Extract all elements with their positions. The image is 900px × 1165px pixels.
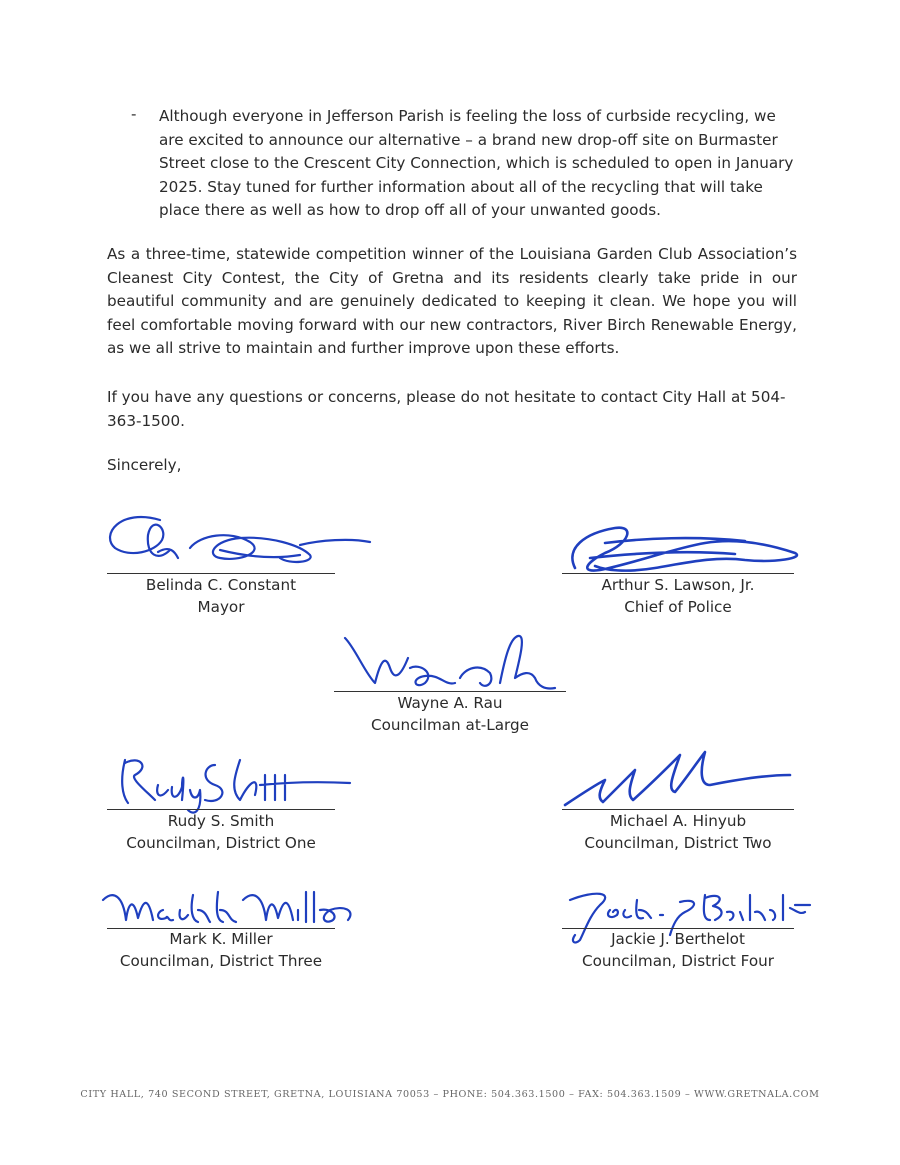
signatory-mayor bbox=[105, 575, 337, 618]
signatory-title: Councilman at-Large bbox=[371, 715, 529, 734]
signatory-title: Councilman, District Three bbox=[119, 951, 323, 970]
signatory-name: Rudy S. Smith bbox=[167, 812, 275, 830]
signatory-name: Wayne A. Rau bbox=[397, 694, 503, 712]
signatory-title: Councilman, District Two bbox=[584, 833, 772, 852]
signatory-at-large bbox=[334, 693, 566, 736]
signatory-title: Mayor bbox=[197, 597, 245, 616]
signature-rau bbox=[340, 628, 570, 698]
signature-line bbox=[107, 809, 335, 810]
signatory-title: Councilman, District Four bbox=[581, 951, 775, 970]
signatory-name: Arthur S. Lawson, Jr. bbox=[601, 576, 755, 594]
signature-line bbox=[562, 809, 794, 810]
signatory-district-four bbox=[562, 929, 794, 972]
signatory-title: Councilman, District One bbox=[126, 833, 316, 852]
letterhead-footer: CITY HALL, 740 SECOND STREET, GRETNA, LOUISIANA 70053 – PHONE: 504.363.1500 – FAX: 504.363.1509 – WWW.GRETNALA.COM bbox=[80, 1089, 820, 1100]
signature-constant bbox=[100, 500, 380, 580]
signatory-name: Jackie J. Berthelot bbox=[611, 930, 745, 948]
signatory-district-two bbox=[562, 811, 794, 854]
signatory-name: Belinda C. Constant bbox=[145, 576, 297, 594]
bullet-item bbox=[131, 105, 799, 223]
signature-line bbox=[334, 691, 566, 692]
bullet-marker: - bbox=[131, 105, 137, 123]
body-paragraph: As a three-time, statewide competition winner of the Louisiana Garden Club Association’s Cleanest City Contest, the City of Gretna and its residents clearly take pride in our beautiful community and are genuinely dedicated to keeping it clean. We hope you will feel comfortable moving forward with our new contractors, River Birch Renewable Energy, as we all strive to maintain and further improve upon these efforts. bbox=[107, 245, 797, 357]
signatory-district-three bbox=[105, 929, 337, 972]
contact-paragraph: If you have any questions or concerns, please do not hesitate to contact City Hall at 504-363-1500. bbox=[107, 388, 786, 430]
bullet-text: Although everyone in Jefferson Parish is feeling the loss of curbside recycling, we are excited to announce our alternative – a brand new drop-off site on Burmaster Street close to the Crescent City Connection, which is scheduled to open in January 2025. Stay tuned for further information about all of the recycling that will take place there as well as how to drop off all of your unwanted goods. bbox=[159, 107, 794, 219]
signatory-title: Chief of Police bbox=[624, 597, 732, 616]
signatory-name: Michael A. Hinyub bbox=[609, 812, 747, 830]
signatory-district-one bbox=[105, 811, 337, 854]
signature-lawson bbox=[545, 508, 815, 583]
signature-line bbox=[107, 573, 335, 574]
signatory-chief bbox=[562, 575, 794, 618]
signature-hinyub bbox=[555, 740, 805, 815]
signature-line bbox=[562, 573, 794, 574]
signatory-name: Mark K. Miller bbox=[169, 930, 273, 948]
closing: Sincerely, bbox=[107, 456, 182, 474]
